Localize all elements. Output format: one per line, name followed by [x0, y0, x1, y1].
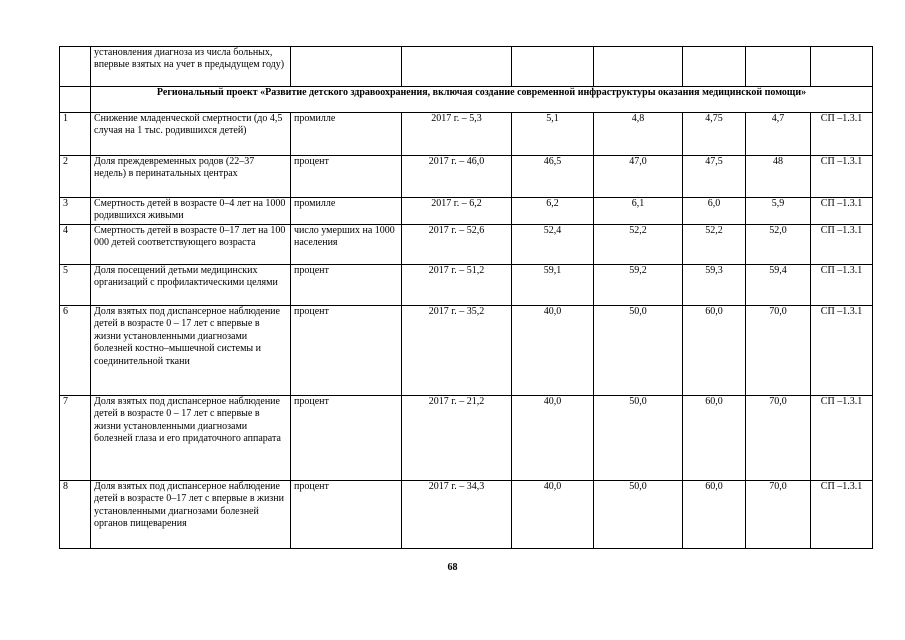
section-header-row [60, 87, 873, 113]
cell-value-1: 59,1 [512, 265, 594, 306]
table-row [60, 156, 873, 198]
cell-value-1: 52,4 [512, 225, 594, 265]
cell-unit: число умерших на 1000 населения [291, 225, 402, 265]
cell-value-3: 6,0 [683, 198, 746, 225]
cell-value-4: 4,7 [746, 113, 811, 156]
cell-base-value: 2017 г. – 35,2 [402, 306, 512, 396]
cell-name: Доля посещений детьми медицинских организаций с профилактическими целями [91, 265, 291, 306]
table-row [60, 306, 873, 396]
cell-num: 3 [60, 198, 91, 225]
cell-value-4: 70,0 [746, 396, 811, 481]
cell-value-1: 40,0 [512, 481, 594, 549]
cell-reference: СП –1.3.1 [811, 396, 873, 481]
cell-value-2: 6,1 [594, 198, 683, 225]
cell-base-value: 2017 г. – 34,3 [402, 481, 512, 549]
cell-name: Доля взятых под диспансерное наблюдение детей в возрасте 0 – 17 лет с впервые в жизни установленными диагнозами болезней глаза и его придаточного аппарата [91, 396, 291, 481]
cell-base-value: 2017 г. – 21,2 [402, 396, 512, 481]
cell-value-2: 47,0 [594, 156, 683, 198]
cell-reference: СП –1.3.1 [811, 225, 873, 265]
cell-num: 5 [60, 265, 91, 306]
cell-unit: процент [291, 306, 402, 396]
cell-value-4: 70,0 [746, 481, 811, 549]
cell-value-2: 4,8 [594, 113, 683, 156]
cell-reference: СП –1.3.1 [811, 198, 873, 225]
cell-value-3: 60,0 [683, 306, 746, 396]
cell-value-2: 59,2 [594, 265, 683, 306]
table-row [60, 396, 873, 481]
cell-name: Доля взятых под диспансерное наблюдение детей в возрасте 0–17 лет с впервые в жизни установленными диагнозами болезней органов пищеварения [91, 481, 291, 549]
cell-reference: СП –1.3.1 [811, 113, 873, 156]
cell-value-3: 47,5 [683, 156, 746, 198]
continuation-row [60, 47, 873, 87]
cell-unit: процент [291, 396, 402, 481]
cell-value-1: 40,0 [512, 396, 594, 481]
cell-reference: СП –1.3.1 [811, 481, 873, 549]
cell-num: 7 [60, 396, 91, 481]
cell-value-2: 50,0 [594, 396, 683, 481]
cell-reference: СП –1.3.1 [811, 306, 873, 396]
cell-name: Смертность детей в возрасте 0–4 лет на 1000 родившихся живыми [91, 198, 291, 225]
cell-num: 2 [60, 156, 91, 198]
cell-base-value: 2017 г. – 6,2 [402, 198, 512, 225]
cell-reference: СП –1.3.1 [811, 156, 873, 198]
cell-name: Доля преждевременных родов (22–37 недель) в перинатальных центрах [91, 156, 291, 198]
cell-value-3: 60,0 [683, 396, 746, 481]
section-title: Региональный проект «Развитие детского здравоохранения, включая создание современной инфраструктуры оказания медицинской помощи» [91, 87, 873, 113]
cell-value-3: 4,75 [683, 113, 746, 156]
cell-base-value: 2017 г. – 46,0 [402, 156, 512, 198]
cell-value-1: 40,0 [512, 306, 594, 396]
cell-value-4: 52,0 [746, 225, 811, 265]
cell-value-4: 59,4 [746, 265, 811, 306]
table-row [60, 198, 873, 225]
cell-value-4: 48 [746, 156, 811, 198]
indicators-table [59, 46, 873, 549]
cell-unit: процент [291, 265, 402, 306]
cell-value-3: 59,3 [683, 265, 746, 306]
cell-name: Доля взятых под диспансерное наблюдение детей в возрасте 0 – 17 лет с впервые в жизни установленными диагнозами болезней костно–мышечной системы и соединительной ткани [91, 306, 291, 396]
table-row [60, 481, 873, 549]
cell-unit: промилле [291, 198, 402, 225]
cell-value-1: 46,5 [512, 156, 594, 198]
table-row [60, 265, 873, 306]
cell-value-1: 6,2 [512, 198, 594, 225]
cell-num: 1 [60, 113, 91, 156]
cell-num: 6 [60, 306, 91, 396]
cell-num: 4 [60, 225, 91, 265]
cell-value-2: 52,2 [594, 225, 683, 265]
cell-value-3: 52,2 [683, 225, 746, 265]
cell-name: Снижение младенческой смертности (до 4,5 случая на 1 тыс. родившихся детей) [91, 113, 291, 156]
cell-num: 8 [60, 481, 91, 549]
cell-value-2: 50,0 [594, 306, 683, 396]
table-row [60, 113, 873, 156]
cell-reference: СП –1.3.1 [811, 265, 873, 306]
table-row [60, 225, 873, 265]
cell-value-2: 50,0 [594, 481, 683, 549]
page-number: 68 [447, 562, 458, 573]
cell-unit: процент [291, 156, 402, 198]
cell-unit: процент [291, 481, 402, 549]
cell-unit: промилле [291, 113, 402, 156]
cell-base-value: 2017 г. – 52,6 [402, 225, 512, 265]
cell-value-4: 5,9 [746, 198, 811, 225]
cell-base-value: 2017 г. – 5,3 [402, 113, 512, 156]
cell-name: установления диагноза из числа больных, впервые взятых на учет в предыдущем году) [91, 47, 291, 87]
cell-value-3: 60,0 [683, 481, 746, 549]
cell-base-value: 2017 г. – 51,2 [402, 265, 512, 306]
cell-num [60, 47, 91, 87]
cell-value-1: 5,1 [512, 113, 594, 156]
cell-value-4: 70,0 [746, 306, 811, 396]
cell-name: Смертность детей в возрасте 0–17 лет на 100 000 детей соответствующего возраста [91, 225, 291, 265]
